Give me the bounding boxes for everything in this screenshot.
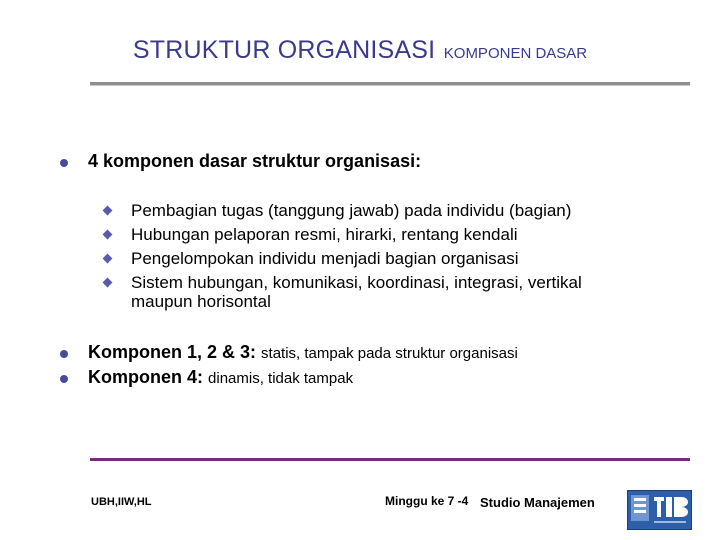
itb-logo-icon bbox=[627, 490, 692, 530]
footer-course: Studio Manajemen bbox=[480, 495, 595, 510]
komponen-123-desc: statis, tampak pada struktur organisasi bbox=[261, 345, 518, 362]
komponen-123-label: Komponen 1, 2 & 3: bbox=[88, 342, 257, 362]
heading-text: 4 komponen dasar struktur organisasi: bbox=[88, 151, 422, 171]
list-item-continuation: maupun horisontal bbox=[131, 292, 271, 311]
komponen-123-line bbox=[88, 342, 518, 363]
list-item: Sistem hubungan, komunikasi, koordinasi, integrasi, vertikal bbox=[131, 273, 582, 292]
bullet-dot-icon bbox=[60, 159, 68, 167]
list-item: Hubungan pelaporan resmi, hirarki, rentang kendali bbox=[131, 225, 518, 244]
diamond-bullet-icon bbox=[103, 254, 113, 264]
footer-divider bbox=[90, 458, 690, 461]
title-divider bbox=[90, 82, 690, 86]
footer-week: Minggu ke 7 -4 bbox=[385, 494, 469, 508]
komponen-4-label: Komponen 4: bbox=[88, 367, 203, 387]
diamond-bullet-icon bbox=[103, 230, 113, 240]
diamond-bullet-icon bbox=[103, 206, 113, 216]
komponen-4-line bbox=[88, 367, 353, 388]
title-sub: KOMPONEN DASAR bbox=[443, 45, 588, 62]
slide-title bbox=[0, 36, 720, 65]
list-item: Pembagian tugas (tanggung jawab) pada individu (bagian) bbox=[131, 201, 572, 220]
list-item: Pengelompokan individu menjadi bagian organisasi bbox=[131, 249, 519, 268]
diamond-bullet-icon bbox=[103, 278, 113, 288]
komponen-4-desc: dinamis, tidak tampak bbox=[208, 370, 354, 387]
footer-authors: UBH,IIW,HL bbox=[91, 496, 152, 508]
title-main: STRUKTUR ORGANISASI bbox=[132, 36, 436, 64]
bullet-dot-icon bbox=[60, 350, 68, 358]
bullet-dot-icon bbox=[60, 375, 68, 383]
